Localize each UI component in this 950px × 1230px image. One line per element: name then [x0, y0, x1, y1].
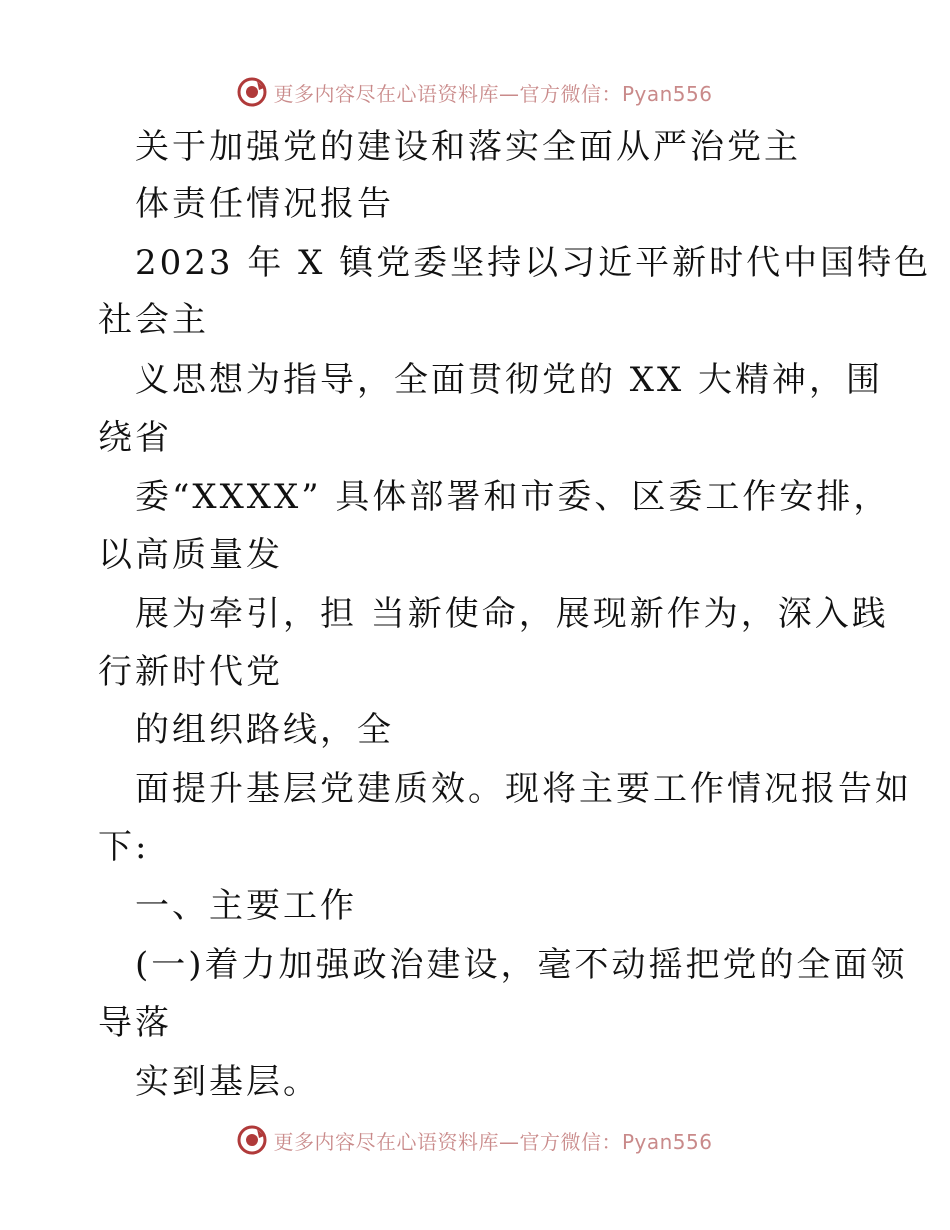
section-heading: 一、主要工作 — [135, 886, 357, 926]
paragraph-line: 下: — [98, 827, 150, 867]
document-title-line-1: 关于加强党的建设和落实全面从严治党主 — [135, 127, 801, 167]
paragraph-line: 绕省 — [98, 418, 172, 458]
paragraph-line: 展为牵引，担 当新使命，展现新作为，深入践 — [135, 594, 889, 634]
library-logo-icon — [237, 1125, 267, 1155]
paragraph-line: 义思想为指导，全面贯彻党的 XX 大精神，围 — [135, 360, 884, 400]
subsection-heading-line: 实到基层。 — [135, 1062, 320, 1102]
subsection-heading-line: 导落 — [98, 1003, 172, 1043]
paragraph-line: 的组织路线，全 — [135, 710, 394, 750]
paragraph-line: 面提升基层党建质效。现将主要工作情况报告如 — [135, 769, 912, 809]
paragraph-line: 委“XXXX” 具体部署和市委、区委工作安排， — [135, 477, 891, 517]
subsection-heading-line: (一)着力加强政治建设，毫不动摇把党的全面领 — [135, 945, 908, 985]
footer-banner-text: 更多内容尽在心语资料库—官方微信：Pyan556 — [273, 1129, 713, 1154]
paragraph-line: 行新时代党 — [98, 652, 283, 692]
document-title-line-2: 体责任情况报告 — [135, 184, 394, 224]
paragraph-line: 2023 年 X 镇党委坚持以习近平新时代中国特色 — [135, 243, 932, 283]
header-banner-text: 更多内容尽在心语资料库—官方微信：Pyan556 — [273, 81, 713, 106]
paragraph-line: 以高质量发 — [98, 535, 283, 575]
footer-banner — [0, 1120, 950, 1160]
paragraph-line: 社会主 — [98, 300, 209, 340]
